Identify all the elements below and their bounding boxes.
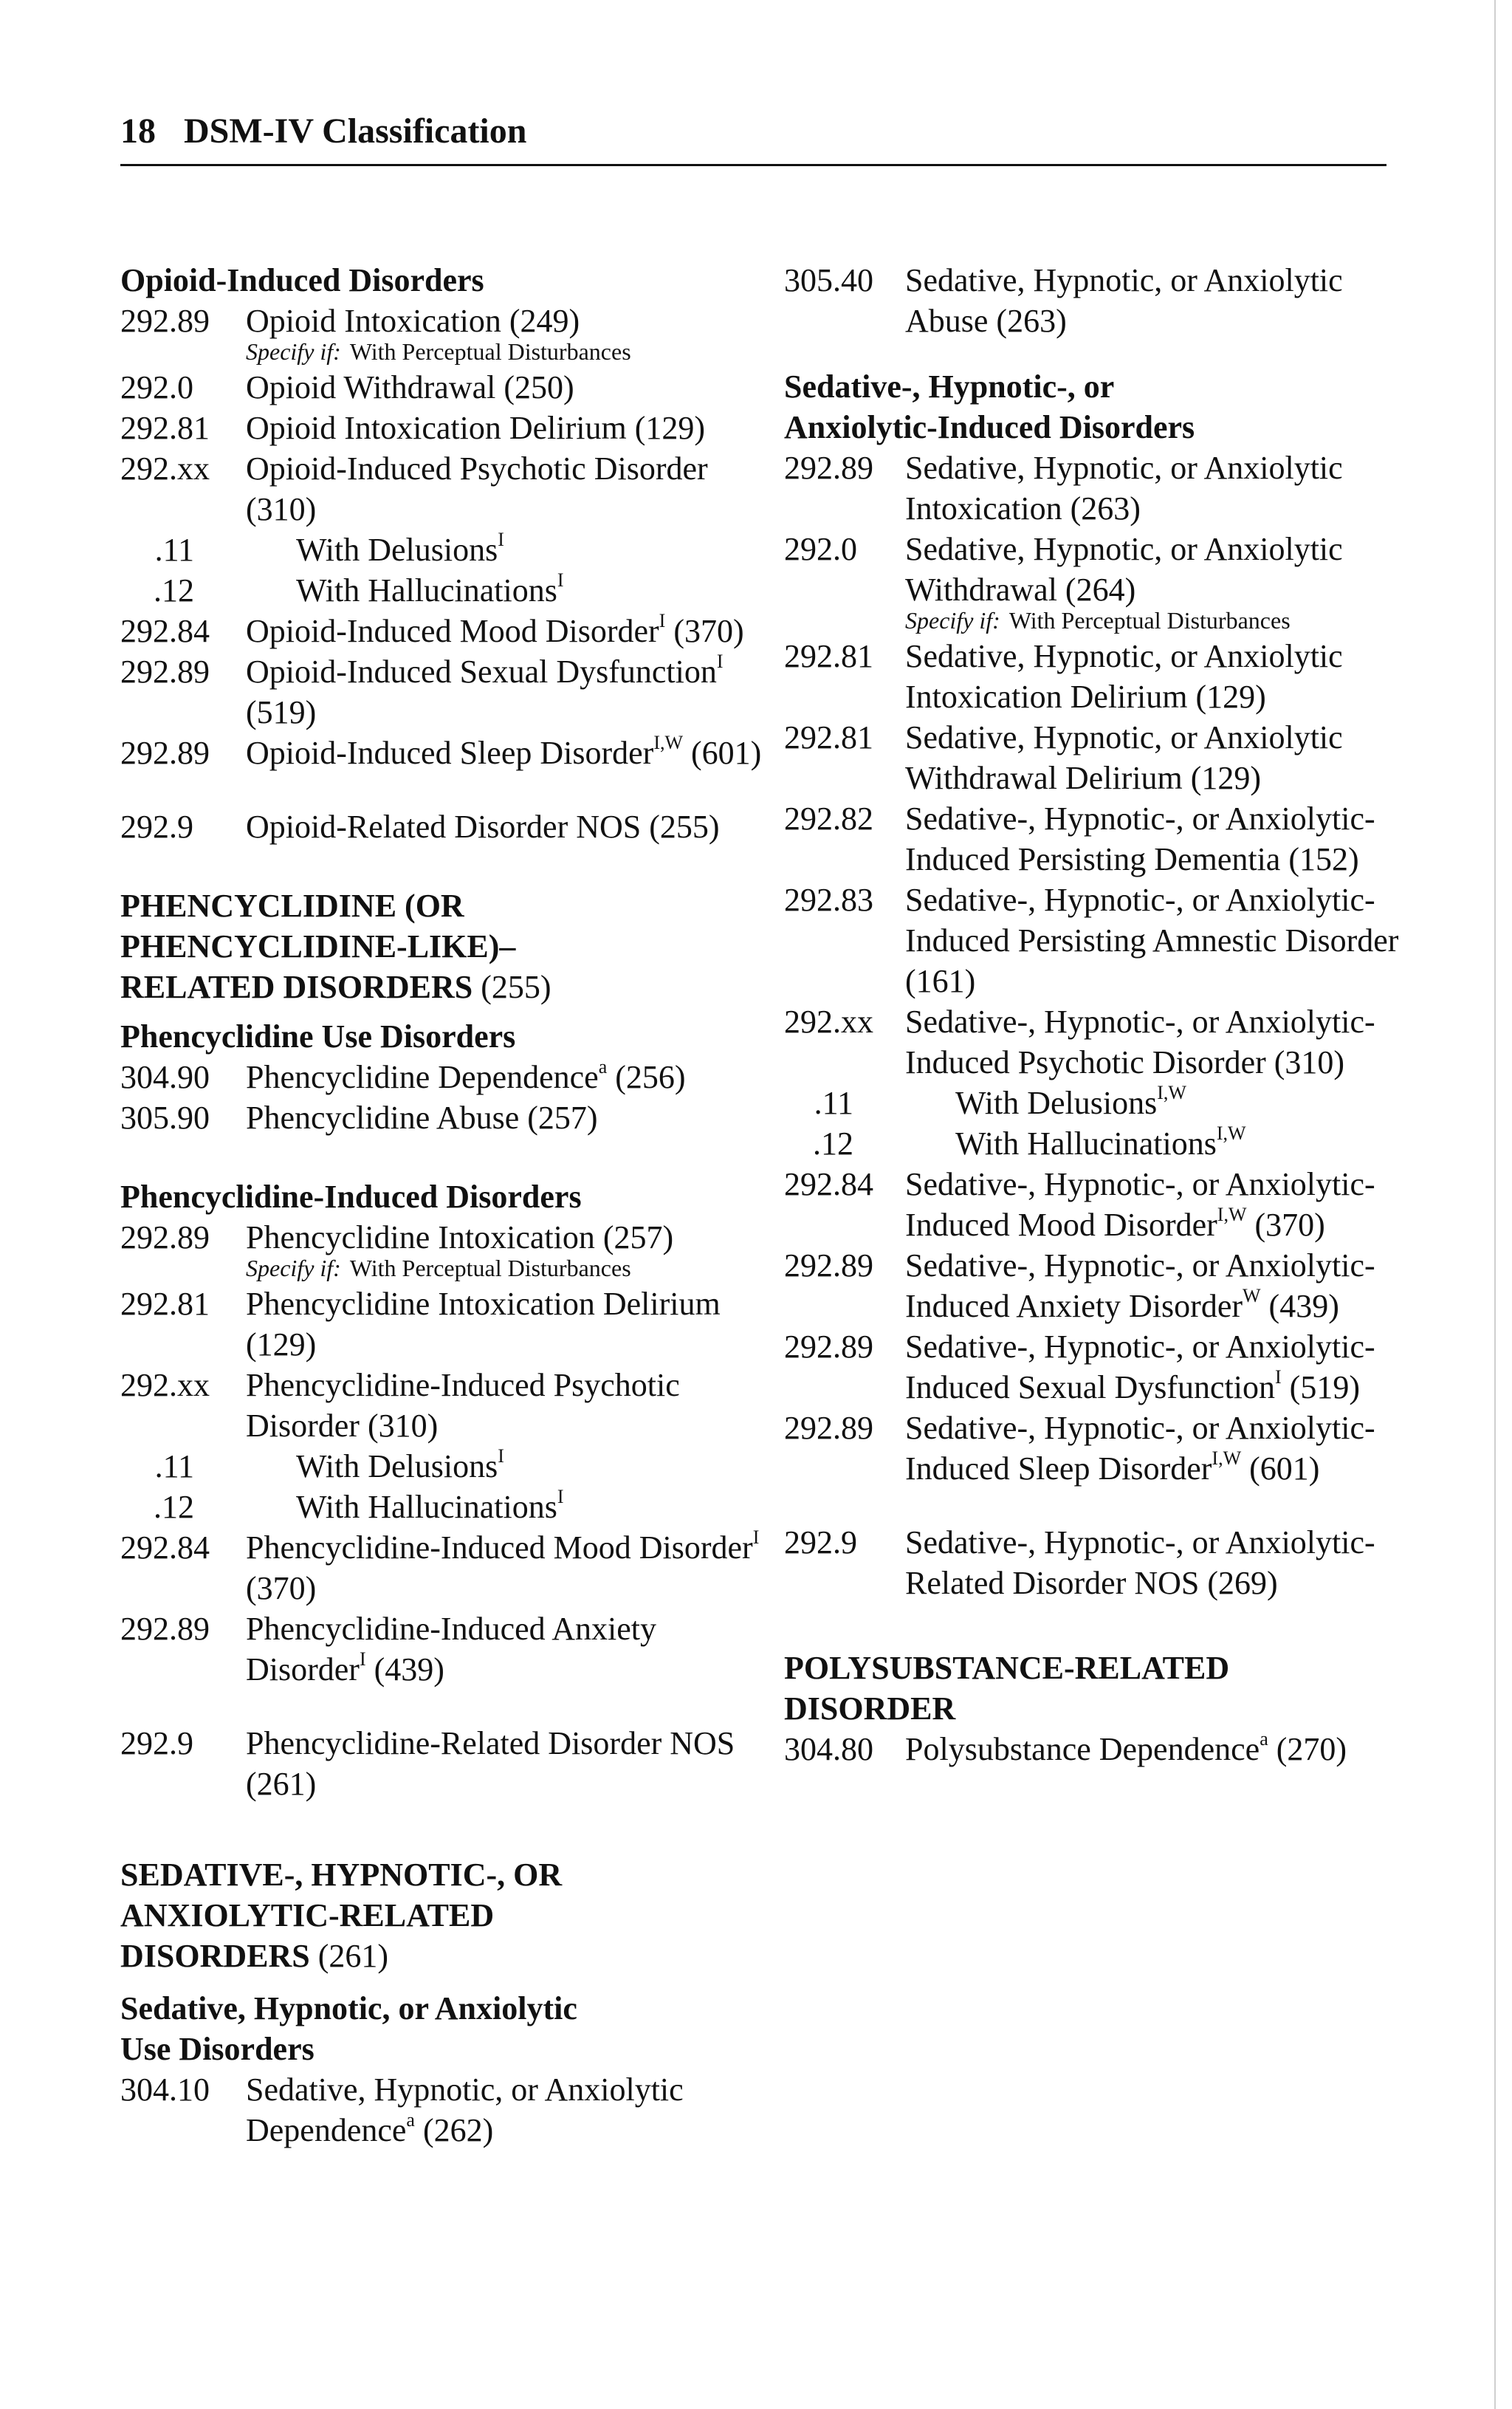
diagnosis-code: 292.81 [120,410,210,446]
specifier-text: With Perceptual Disturbances [349,1255,631,1281]
diagnosis-entry [120,367,770,408]
diagnosis-name: Opioid-Related Disorder NOS (255) [246,809,720,845]
page-reference: (370) [1246,1207,1325,1243]
diagnosis-code: 304.90 [120,1059,210,1095]
diagnosis-entry [120,2069,770,2151]
diagnosis-name: With Delusions [296,1448,498,1484]
diagnosis-code: 305.90 [120,1100,210,1136]
diagnosis-entry [120,651,770,733]
diagnosis-subentry [120,1446,770,1487]
diagnosis-entry [120,733,770,773]
diagnosis-code: 292.xx [120,450,210,487]
diagnosis-name: Sedative, Hypnotic, or Anxiolytic Intoxication Delirium (129) [905,638,1343,715]
diagnosis-code: .12 [154,1489,194,1525]
diagnosis-entry [784,717,1404,798]
footnote-mark: I,W [1157,1082,1186,1104]
page-reference: (601) [1241,1450,1320,1487]
page-reference: (370) [665,613,744,649]
diagnosis-entry [784,1164,1404,1245]
diagnosis-entry [120,1608,770,1690]
diagnosis-name: Sedative, Hypnotic, or Anxiolytic Withdrawal (264) [905,531,1343,608]
diagnosis-code: 292.83 [784,882,873,918]
diagnosis-entry [784,1729,1404,1769]
diagnosis-code: 292.9 [120,1725,193,1761]
diagnosis-code: .11 [154,1448,194,1484]
diagnosis-code: 292.0 [120,369,193,405]
diagnosis-name: Sedative-, Hypnotic-, or Anxiolytic-Induced Anxiety Disorder [905,1247,1375,1324]
footnote-mark: I [359,1648,366,1670]
footnote-mark: I [557,569,564,592]
diagnosis-entry [120,448,770,530]
diagnosis-entry [120,1217,770,1258]
diagnosis-entry [120,806,770,847]
footnote-mark: I,W [653,732,684,754]
diagnosis-subentry [120,570,770,611]
diagnosis-code: 305.40 [784,262,873,298]
diagnosis-code: .12 [154,572,194,609]
diagnosis-name: Phencyclidine-Induced Mood Disorder [246,1529,753,1566]
diagnosis-name: Phencyclidine Intoxication (257) [246,1219,674,1255]
diagnosis-entry [784,260,1404,341]
diagnosis-code: 292.89 [784,450,873,486]
header-rule [120,164,1386,166]
page-reference: (370) [246,1570,317,1606]
diagnosis-code: 292.84 [120,613,210,649]
page-edge-line [1494,0,1496,2409]
page-number: 18 [120,112,156,151]
subsection-heading: Phencyclidine-Induced Disorders [120,1179,582,1215]
specifier [120,1255,770,1281]
page-reference: (439) [1260,1288,1339,1324]
diagnosis-name: With Delusions [296,532,498,568]
diagnosis-name: With Hallucinations [296,572,557,609]
diagnosis-name: Sedative-, Hypnotic-, or Anxiolytic-Induced Sexual Dysfunction [905,1329,1375,1405]
subsection-heading: Sedative-, Hypnotic-, or Anxiolytic-Induced Disorders [784,369,1195,445]
diagnosis-name: Sedative-, Hypnotic-, or Anxiolytic-Induced Sleep Disorder [905,1410,1375,1487]
diagnosis-name: Opioid-Induced Sexual Dysfunction [246,654,717,690]
diagnosis-entry [784,636,1404,717]
footnote-mark: I,W [1216,1123,1246,1145]
diagnosis-name: Sedative-, Hypnotic-, or Anxiolytic-Induced Psychotic Disorder (310) [905,1004,1375,1080]
diagnosis-code: 292.81 [784,638,873,674]
diagnosis-name: Sedative-, Hypnotic-, or Anxiolytic-Induced Persisting Dementia (152) [905,801,1375,877]
footnote-mark: I [1275,1366,1282,1388]
diagnosis-name: Sedative-, Hypnotic-, or Anxiolytic-Induced Mood Disorder [905,1166,1375,1243]
diagnosis-code: 292.81 [120,1286,210,1322]
page-reference: (439) [365,1651,444,1687]
diagnosis-entry [120,611,770,651]
diagnosis-name: Phencyclidine Dependence [246,1059,599,1095]
specifier [120,338,770,365]
diagnosis-code: 292.89 [120,654,210,690]
page-reference: (261) [309,1938,389,1974]
specifier [784,607,1404,634]
diagnosis-name: Phencyclidine Intoxication Delirium (129) [246,1286,721,1363]
diagnosis-code: 292.89 [120,303,210,339]
diagnosis-subentry [784,1123,1404,1164]
diagnosis-name: With Delusions [955,1085,1158,1121]
diagnosis-name: Polysubstance Dependence [905,1731,1260,1767]
diagnosis-entry [120,301,770,341]
diagnosis-name: Opioid-Induced Mood Disorder [246,613,659,649]
diagnosis-entry [120,408,770,448]
diagnosis-entry [784,1408,1404,1489]
page-reference: (270) [1268,1731,1347,1767]
page-reference: (519) [246,694,317,730]
diagnosis-code: 292.89 [120,1219,210,1255]
diagnosis-code: 292.xx [120,1367,210,1403]
footnote-mark: W [1243,1285,1261,1307]
diagnosis-entry [784,1522,1404,1603]
section-heading-text: SEDATIVE-, HYPNOTIC-, OR ANXIOLYTIC-RELATED DISORDERS [120,1857,563,1974]
right-column [784,260,1404,1769]
diagnosis-entry [784,880,1404,1001]
footnote-mark: a [406,2109,415,2131]
specifier-label: Specify if: [246,338,341,365]
page-reference: (262) [414,2112,494,2148]
footnote-mark: I [557,1486,564,1508]
diagnosis-code: 304.80 [784,1731,873,1767]
diagnosis-subentry [120,530,770,570]
specifier-label: Specify if: [246,1255,341,1281]
specifier-label: Specify if: [905,607,1000,634]
diagnosis-entry [120,1723,770,1804]
page-reference: (256) [607,1059,686,1095]
diagnosis-name: Opioid Intoxication Delirium (129) [246,410,705,446]
diagnosis-code: 292.xx [784,1004,873,1040]
diagnosis-entry [784,1001,1404,1083]
footnote-mark: I [498,529,504,551]
subsection-heading: Phencyclidine Use Disorders [120,1018,516,1055]
diagnosis-name: Opioid Intoxication (249) [246,303,580,339]
footnote-mark: I [752,1526,760,1549]
footnote-mark: a [598,1056,608,1078]
diagnosis-entry [120,1057,770,1097]
diagnosis-name: Sedative, Hypnotic, or Anxiolytic Intoxication (263) [905,450,1343,527]
diagnosis-subentry [784,1083,1404,1123]
diagnosis-code: 292.89 [120,1611,210,1647]
diagnosis-code: 292.89 [784,1247,873,1284]
page-reference: (601) [683,735,762,771]
footnote-mark: I [659,610,666,632]
diagnosis-subentry [120,1487,770,1527]
diagnosis-name: Sedative, Hypnotic, or Anxiolytic Abuse (263) [905,262,1343,339]
running-title: DSM-IV Classification [184,112,527,151]
diagnosis-code: 292.89 [784,1329,873,1365]
page-reference: (519) [1281,1369,1360,1405]
diagnosis-entry [784,529,1404,610]
diagnosis-code: 292.84 [784,1166,873,1202]
diagnosis-entry [120,1365,770,1446]
footnote-mark: I [716,651,724,673]
diagnosis-entry [120,1527,770,1608]
diagnosis-entry [784,1326,1404,1408]
diagnosis-code: .11 [814,1085,853,1121]
diagnosis-name: Phencyclidine-Induced Psychotic Disorder (310) [246,1367,680,1444]
diagnosis-name: Sedative-, Hypnotic-, or Anxiolytic-Induced Persisting Amnestic Disorder (161) [905,882,1399,999]
section-heading-text: POLYSUBSTANCE-RELATED DISORDER [784,1650,1230,1727]
diagnosis-name: Opioid-Induced Sleep Disorder [246,735,654,771]
diagnosis-name: Sedative-, Hypnotic-, or Anxiolytic-Related Disorder NOS (269) [905,1524,1375,1601]
diagnosis-code: 292.89 [120,735,210,771]
section-heading [120,1854,593,1976]
diagnosis-name: Opioid-Induced Psychotic Disorder (310) [246,450,708,527]
diagnosis-name: Phencyclidine-Related Disorder NOS (261) [246,1725,735,1802]
diagnosis-code: 304.10 [120,2072,210,2108]
footnote-mark: a [1260,1728,1268,1750]
diagnosis-code: 292.84 [120,1529,210,1566]
footnote-mark: I,W [1217,1204,1247,1226]
diagnosis-code: 292.9 [784,1524,857,1560]
diagnosis-name: Sedative, Hypnotic, or Anxiolytic Withdrawal Delirium (129) [905,719,1343,796]
diagnosis-entry [120,1097,770,1138]
subsection-heading: Sedative, Hypnotic, or Anxiolytic Use Disorders [120,1990,577,2067]
diagnosis-code: .12 [813,1125,853,1162]
page-reference: (255) [472,969,551,1005]
subsection-heading: Opioid-Induced Disorders [120,262,484,298]
section-heading-text: PHENCYCLIDINE (OR PHENCYCLIDINE-LIKE)– RELATED DISORDERS [120,888,516,1005]
diagnosis-name: Phencyclidine Abuse (257) [246,1100,598,1136]
diagnosis-entry [120,1284,770,1365]
diagnosis-entry [784,448,1404,529]
running-header [120,111,526,151]
section-heading [120,885,563,1007]
diagnosis-code: 292.9 [120,809,193,845]
specifier-text: With Perceptual Disturbances [1008,607,1291,634]
footnote-mark: I,W [1212,1447,1242,1470]
diagnosis-name: Sedative, Hypnotic, or Anxiolytic Dependence [246,2072,684,2148]
section-heading [784,1648,1257,1729]
footnote-mark: I [498,1445,504,1467]
left-column [120,260,770,2151]
diagnosis-name: Phencyclidine-Induced Anxiety Disorder [246,1611,656,1687]
diagnosis-entry [784,798,1404,880]
diagnosis-name: Opioid Withdrawal (250) [246,369,574,405]
diagnosis-code: 292.81 [784,719,873,755]
diagnosis-name: With Hallucinations [955,1125,1217,1162]
diagnosis-name: With Hallucinations [296,1489,557,1525]
diagnosis-code: 292.0 [784,531,857,567]
diagnosis-code: .11 [154,532,194,568]
diagnosis-code: 292.89 [784,1410,873,1446]
diagnosis-entry [784,1245,1404,1326]
specifier-text: With Perceptual Disturbances [349,338,631,365]
diagnosis-code: 292.82 [784,801,873,837]
